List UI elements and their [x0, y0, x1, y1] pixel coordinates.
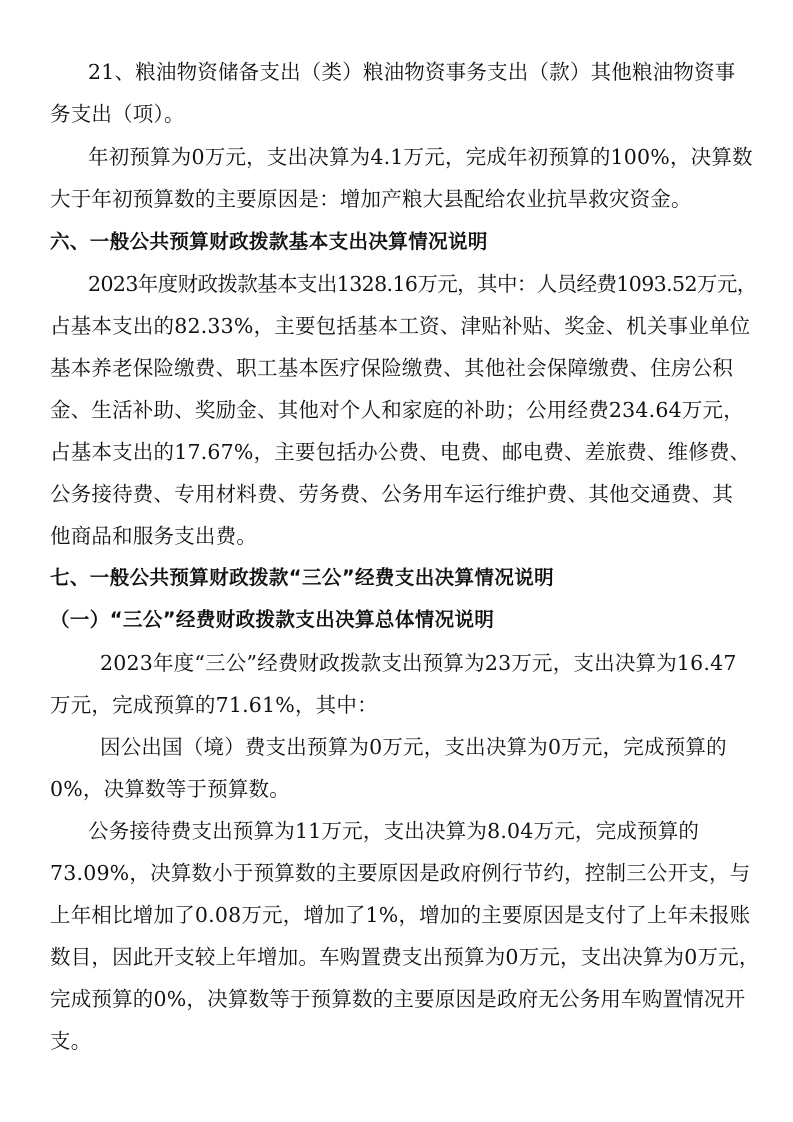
- reception-line-5: 完成预算的0%，决算数等于预算数的主要原因是政府无公务用车购置情况开: [50, 987, 746, 1011]
- section-6-line-4: 金、生活补助、奖励金、其他对个人和家庭的补助；公用经费234.64万元，: [50, 398, 744, 422]
- reception-line-2: 73.09%，决算数小于预算数的主要原因是政府例行节约，控制三公开支，与: [50, 861, 751, 885]
- section-6-line-1: 2023年度财政拨款基本支出1328.16万元，其中：人员经费1093.52万元，: [88, 272, 757, 296]
- reception-line-4: 数目，因此开支较上年增加。车购置费支出预算为0万元，支出决算为0万元，: [50, 945, 760, 969]
- section-6-line-7: 他商品和服务支出费。: [50, 524, 257, 548]
- abroad-line-1: 因公出国（境）费支出预算为0万元，支出决算为0万元，完成预算的: [100, 735, 727, 759]
- section-6-line-6: 公务接待费、专用材料费、劳务费、公务用车运行维护费、其他交通费、其: [50, 482, 734, 506]
- section-7-heading: 七、一般公共预算财政拨款“三公”经费支出决算情况说明: [50, 566, 555, 589]
- item-21-body-line-2: 大于年初预算数的主要原因是：增加产粮大县配给农业抗旱救灾资金。: [50, 187, 692, 211]
- item-21-title-line-1: 21、粮油物资储备支出（类）粮油物资事务支出（款）其他粮油物资事: [88, 60, 736, 84]
- abroad-line-2: 0%，决算数等于预算数。: [50, 777, 290, 801]
- section-6-line-3: 基本养老保险缴费、职工基本医疗保险缴费、其他社会保障缴费、住房公积: [50, 356, 734, 380]
- summary-line-2: 万元，完成预算的71.61%，其中：: [50, 693, 378, 717]
- section-6-heading: 六、一般公共预算财政拨款基本支出决算情况说明: [50, 230, 488, 253]
- section-7-subheading: （一）“三公”经费财政拨款支出决算总体情况说明: [50, 608, 495, 631]
- item-21-body-line-1: 年初预算为0万元，支出决算为4.1万元，完成年初预算的100%，决算数: [88, 145, 753, 169]
- reception-line-1: 公务接待费支出预算为11万元，支出决算为8.04万元，完成预算的: [88, 819, 700, 843]
- section-6-line-5: 占基本支出的17.67%，主要包括办公费、电费、邮电费、差旅费、维修费、: [50, 440, 751, 464]
- reception-line-6: 支。: [50, 1029, 92, 1053]
- section-6-line-2: 占基本支出的82.33%，主要包括基本工资、津贴补贴、奖金、机关事业单位: [50, 314, 751, 338]
- item-21-title-line-2: 务支出（项）。: [50, 102, 185, 126]
- summary-line-1: 2023年度“三公”经费财政拨款支出预算为23万元，支出决算为16.47: [100, 651, 737, 675]
- reception-line-3: 上年相比增加了0.08万元，增加了1%，增加的主要原因是支付了上年未报账: [50, 903, 751, 927]
